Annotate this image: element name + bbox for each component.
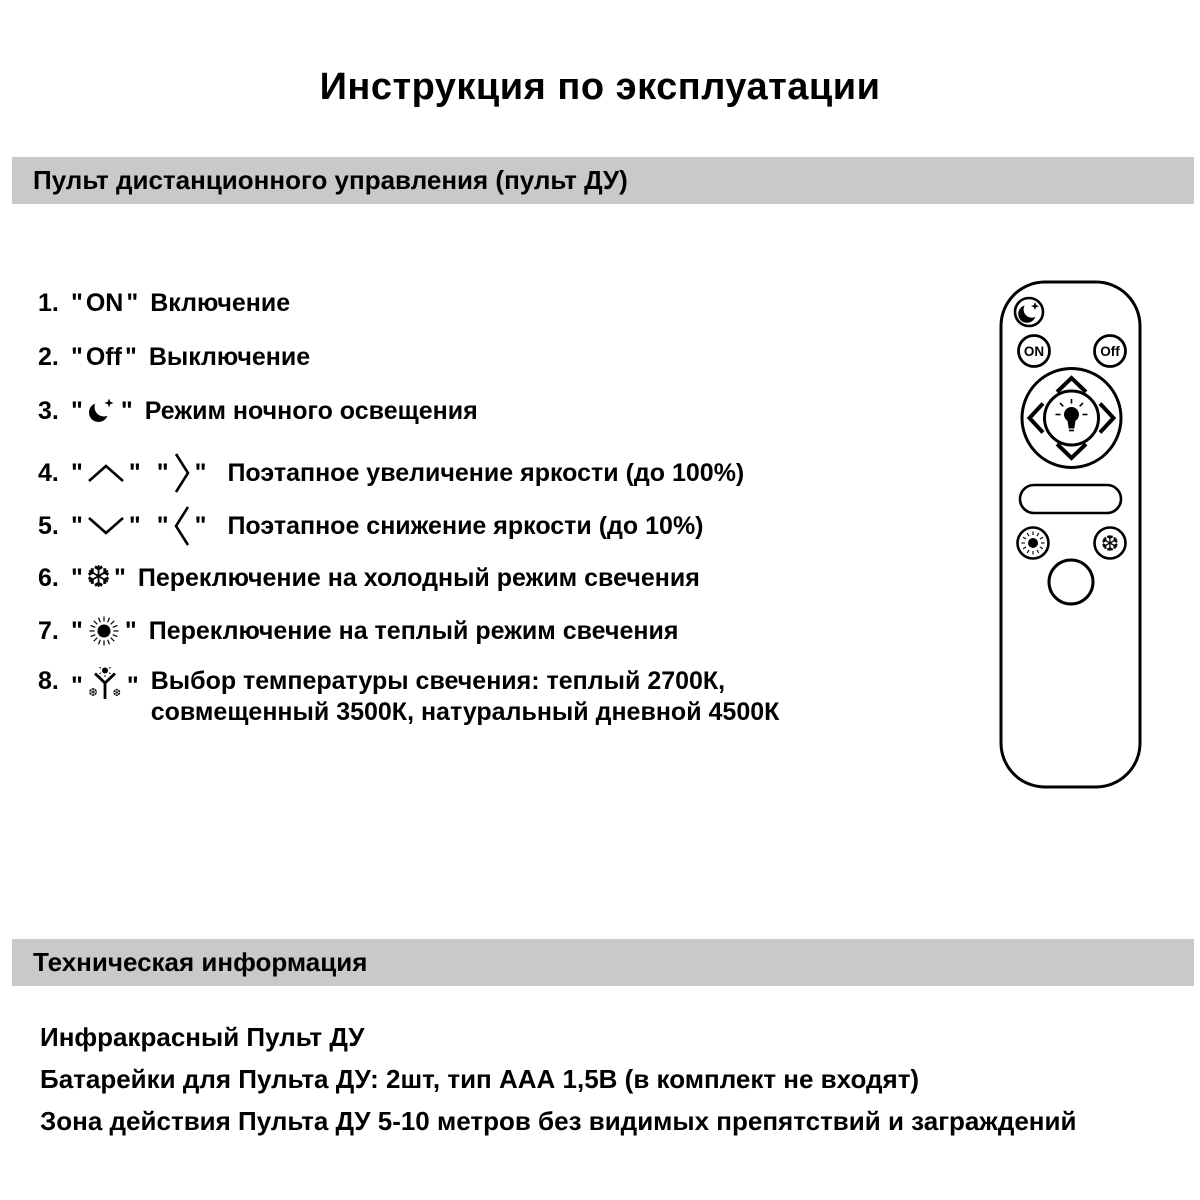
quote-mark: ": [71, 671, 83, 700]
instruction-item-5: [38, 503, 704, 549]
page-title: Инструкция по эксплуатации: [319, 66, 881, 108]
item-number: 8.: [38, 667, 59, 695]
quote-mark: ": [71, 616, 83, 645]
item-label: Поэтапное снижение яркости (до 10%): [227, 511, 704, 540]
quote-mark: ": [120, 396, 133, 425]
section-header-remote-label: Пульт дистанционного управления (пульт ДУ): [33, 165, 628, 195]
item-number: 1.: [38, 289, 59, 317]
item-label: Включение: [150, 289, 291, 317]
item-number: 6.: [38, 563, 59, 592]
quote-mark: ": [156, 511, 169, 540]
snowflake-icon: ❆: [85, 560, 111, 595]
item-number: 4.: [38, 458, 59, 487]
chevron-down-icon: [86, 515, 126, 537]
tech-info-line: Инфракрасный Пульт ДУ: [40, 1022, 365, 1052]
temperature-select-icon: [86, 666, 124, 706]
item-number: 3.: [38, 396, 59, 425]
instruction-item-4: [38, 450, 744, 496]
tiny-snowflake-icon: ❆: [88, 686, 98, 699]
quote-mark: ": [128, 511, 141, 540]
item-label: [151, 666, 780, 728]
instruction-item-1: [38, 289, 290, 318]
snowflake-icon: ❆: [1100, 532, 1120, 557]
instruction-item-8: [38, 666, 779, 728]
item-number: 5.: [38, 511, 59, 540]
quote-mark: ": [126, 671, 139, 700]
tiny-snowflake-icon: ❆: [112, 688, 122, 699]
instruction-item-3: [38, 396, 478, 426]
instruction-item-6: [38, 561, 700, 595]
tech-info-line: Батарейки для Пульта ДУ: 2шт, тип ААА 1,5В (в комплект не входят): [40, 1064, 920, 1094]
quote-mark: ": [71, 458, 83, 487]
remote-illustration: [995, 275, 1147, 793]
section-header-tech-label: Техническая информация: [33, 947, 368, 977]
item-label: Режим ночного освещения: [144, 396, 478, 425]
instruction-item-2: [38, 343, 310, 372]
tech-info-line: Зона действия Пульта ДУ 5-10 метров без видимых препятствий и заграждений: [40, 1106, 1077, 1136]
quote-mark: ": [124, 343, 137, 371]
on-button-label: ON: [1023, 344, 1045, 359]
quote-mark: ": [71, 289, 83, 317]
quote-mark: ": [194, 458, 207, 487]
night-mode-button: [1015, 298, 1043, 326]
item-number: 2.: [38, 343, 59, 371]
on-key-label: ON: [85, 289, 124, 317]
section-header-remote: [12, 157, 1194, 204]
item-label: Поэтапное увеличение яркости (до 100%): [227, 458, 745, 487]
quote-mark: ": [194, 511, 207, 540]
instruction-item-7: [38, 613, 678, 649]
quote-mark: ": [126, 289, 139, 317]
warm-mode-button: [1018, 528, 1049, 559]
crescent-moon-icon: [86, 396, 118, 426]
quote-mark: ": [71, 511, 83, 540]
off-key-label: Off: [85, 343, 122, 371]
item-label-line-1: Выбор температуры свечения: теплый 2700К,: [150, 667, 726, 695]
sun-icon: [1028, 538, 1038, 548]
chevron-right-icon: [172, 450, 192, 496]
item-label: Выключение: [148, 343, 311, 371]
quote-mark: ": [71, 343, 83, 371]
item-label-line-2: совмещенный 3500К, натуральный дневной 4500К: [150, 698, 780, 726]
quote-mark: ": [71, 563, 83, 592]
sun-icon: [86, 613, 122, 649]
off-button-label: Off: [1100, 344, 1120, 359]
item-label: Переключение на холодный режим свечения: [137, 563, 700, 592]
section-header-tech: [12, 939, 1194, 986]
item-label: Переключение на теплый режим свечения: [148, 616, 679, 645]
quote-mark: ": [114, 563, 126, 592]
chevron-left-icon: [172, 503, 192, 549]
quote-mark: ": [128, 458, 141, 487]
item-number: 7.: [38, 616, 59, 645]
chevron-up-icon: [86, 462, 126, 484]
quote-mark: ": [156, 458, 169, 487]
quote-mark: ": [71, 396, 83, 425]
quote-mark: ": [124, 616, 137, 645]
